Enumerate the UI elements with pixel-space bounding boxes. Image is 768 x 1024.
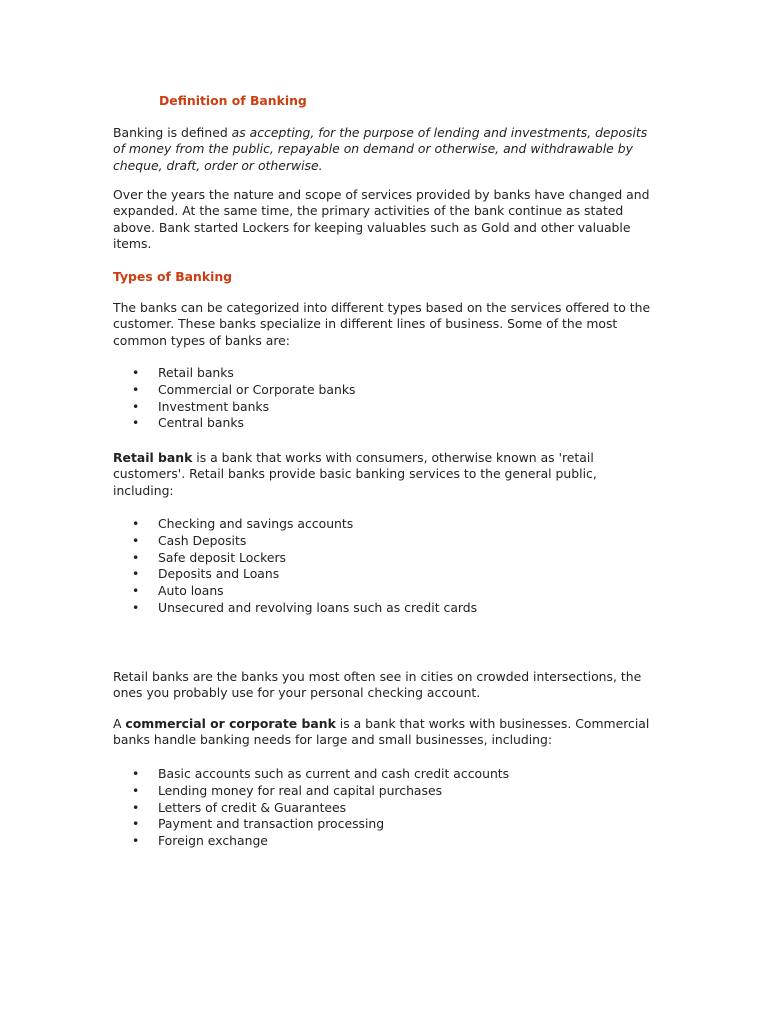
commercial-services-list xyxy=(113,766,653,850)
list-item: • Commercial or Corporate banks xyxy=(132,381,356,397)
retail-bank-paragraph xyxy=(113,450,653,499)
list-item: • Deposits and Loans xyxy=(132,566,280,582)
commercial-bank-description: is a bank that works with businesses. Commercial banks handle banking needs for large and small businesses, including: xyxy=(113,716,650,748)
list-item: • Retail banks xyxy=(132,365,234,380)
commercial-bank-term: commercial or corporate bank xyxy=(125,716,336,731)
retail-bank-description: is a bank that works with consumers, otherwise known as 'retail customers'. Retail banks provide basic banking services to the general public, including: xyxy=(113,450,597,498)
commercial-bank-paragraph xyxy=(113,716,653,749)
retail-note-paragraph: Retail banks are the banks you most often see in cities on crowded intersections, the ones you probably use for your personal checking account. xyxy=(113,669,642,701)
definition-heading: Definition of Banking xyxy=(159,93,307,108)
commercial-lead: A xyxy=(113,716,126,731)
bank-types-list xyxy=(113,365,653,432)
bullet-icon: • xyxy=(132,516,140,531)
list-item: • Letters of credit & Guarantees xyxy=(132,799,347,815)
bullet-icon: • xyxy=(132,816,140,832)
bullet-icon: • xyxy=(132,583,140,599)
bullet-icon: • xyxy=(132,766,140,781)
list-item: • Basic accounts such as current and cash credit accounts xyxy=(132,766,510,781)
evolution-paragraph: Over the years the nature and scope of services provided by banks have changed and expanded. At the same time, the primary activities of the bank continue as stated above. Bank started Lockers for keeping valuables such as Gold and other valuable items. xyxy=(113,187,650,252)
list-item: • Checking and savings accounts xyxy=(132,516,354,531)
list-item: • Cash Deposits xyxy=(132,532,247,548)
bullet-icon: • xyxy=(132,532,140,548)
bullet-icon: • xyxy=(132,365,140,380)
retail-services-list xyxy=(113,516,653,617)
list-item: • Lending money for real and capital purchases xyxy=(132,782,443,798)
bullet-icon: • xyxy=(132,549,140,565)
definition-quote: as accepting, for the purpose of lending and investments, deposits of money from the public, repayable on demand or otherwise, and withdrawable by cheque, draft, order or otherwise. xyxy=(113,125,648,173)
bullet-icon: • xyxy=(132,381,140,397)
types-heading: Types of Banking xyxy=(113,269,233,284)
bullet-icon: • xyxy=(132,398,140,414)
list-item: • Payment and transaction processing xyxy=(132,816,385,832)
bullet-icon: • xyxy=(132,415,140,431)
bullet-icon: • xyxy=(132,799,140,815)
bullet-icon: • xyxy=(132,782,140,798)
list-item: • Foreign exchange xyxy=(132,833,268,849)
bullet-icon: • xyxy=(132,566,140,582)
list-item: • Central banks xyxy=(132,415,244,431)
list-item: • Unsecured and revolving loans such as credit cards xyxy=(132,599,478,615)
list-item: • Safe deposit Lockers xyxy=(132,549,286,565)
list-item: • Investment banks xyxy=(132,398,270,414)
definition-paragraph xyxy=(113,125,653,174)
bullet-icon: • xyxy=(132,833,140,849)
retail-bank-term: Retail bank xyxy=(113,450,193,465)
definition-lead: Banking is defined xyxy=(113,125,232,140)
list-item: • Auto loans xyxy=(132,583,224,599)
types-intro-paragraph: The banks can be categorized into different types based on the services offered to the customer. These banks specialize in different lines of business. Some of the most common types of banks are: xyxy=(113,300,651,348)
bullet-icon: • xyxy=(132,599,140,615)
